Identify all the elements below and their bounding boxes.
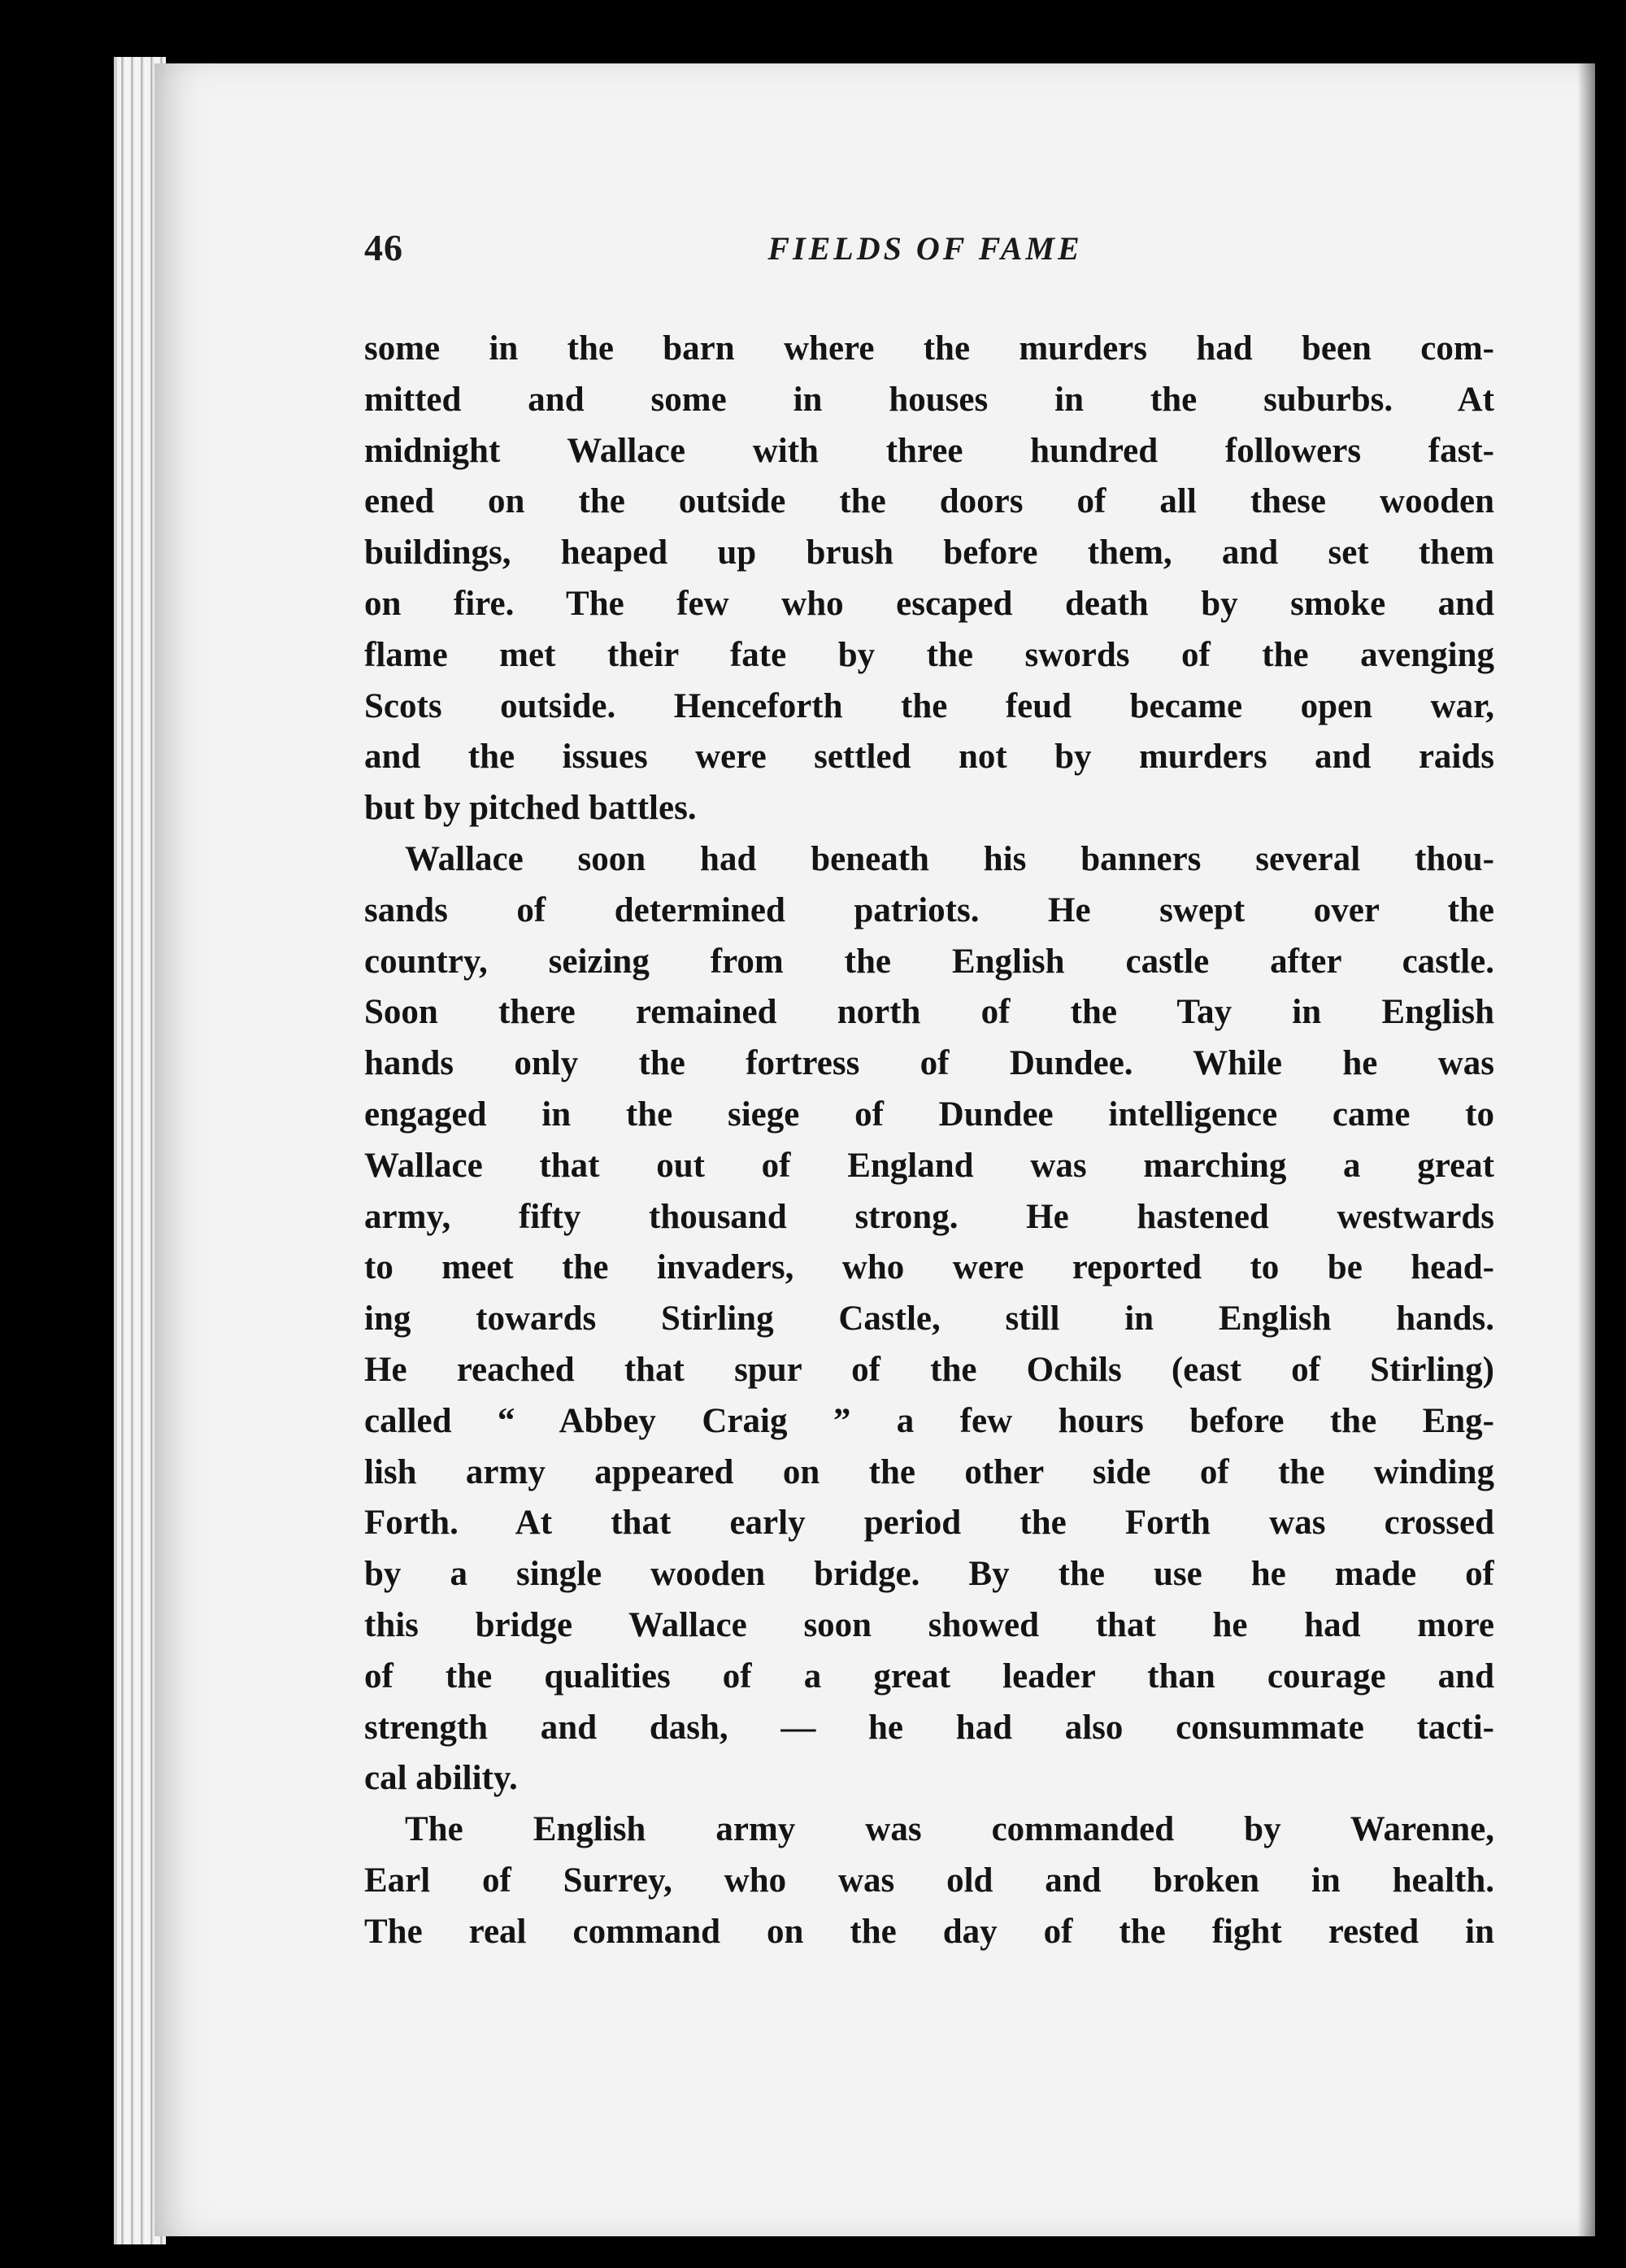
text-line: hands only the fortress of Dundee. While he was — [364, 1044, 1494, 1083]
text-line: Earl of Surrey, who was old and broken in health. — [364, 1861, 1494, 1900]
text-line: ened on the outside the doors of all these wooden — [364, 482, 1494, 521]
text-line: on fire. The few who escaped death by smoke and — [364, 584, 1494, 623]
text-line: cal ability. — [364, 1759, 518, 1798]
page-header — [364, 218, 1486, 275]
text-line: some in the barn where the murders had been com- — [364, 329, 1494, 368]
text-line: army, fifty thousand strong. He hastened westwards — [364, 1197, 1494, 1236]
text-line: this bridge Wallace soon showed that he had more — [364, 1605, 1494, 1644]
text-line: but by pitched battles. — [364, 789, 697, 828]
text-line: ing towards Stirling Castle, still in English hands. — [364, 1299, 1494, 1339]
text-line: buildings, heaped up brush before them, and set them — [364, 533, 1494, 572]
page-number: 46 — [364, 227, 403, 268]
text-line: called “ Abbey Craig ” a few hours before the Eng- — [364, 1401, 1494, 1440]
text-line: of the qualities of a great leader than courage and — [364, 1656, 1494, 1696]
text-line: sands of determined patriots. He swept over the — [364, 890, 1494, 929]
text-line: by a single wooden bridge. By the use he made of — [364, 1555, 1494, 1594]
text-line: mitted and some in houses in the suburbs. At — [364, 380, 1494, 419]
text-line: midnight Wallace with three hundred followers fast- — [364, 431, 1494, 470]
text-line: The real command on the day of the fight rested in — [364, 1912, 1494, 1951]
text-line: flame met their fate by the swords of the avenging — [364, 635, 1494, 674]
text-line: lish army appeared on the other side of the winding — [364, 1452, 1494, 1491]
text-line: Scots outside. Henceforth the feud became open war, — [364, 686, 1494, 725]
text-line: Soon there remained north of the Tay in English — [364, 993, 1494, 1032]
text-line: country, seizing from the English castle after castle. — [364, 942, 1494, 981]
text-line: strength and dash, — he had also consummate tacti- — [364, 1708, 1494, 1747]
text-line: Wallace that out of England was marching a great — [364, 1146, 1494, 1185]
text-line: to meet the invaders, who were reported to be head- — [364, 1248, 1494, 1287]
text-line: Forth. At that early period the Forth was crossed — [364, 1504, 1494, 1543]
body-text — [364, 324, 1494, 1958]
text-line: Wallace soon had beneath his banners several thou- — [405, 839, 1494, 878]
page-gutter-shadow — [1577, 63, 1595, 2236]
text-line: and the issues were settled not by murders and raids — [364, 738, 1494, 777]
running-title: FIELDS OF FAME — [767, 230, 1083, 267]
text-line: engaged in the siege of Dundee intelligence came to — [364, 1095, 1494, 1134]
text-line: The English army was commanded by Warenne, — [405, 1810, 1494, 1849]
text-line: He reached that spur of the Ochils (east of Stirling) — [364, 1350, 1494, 1389]
